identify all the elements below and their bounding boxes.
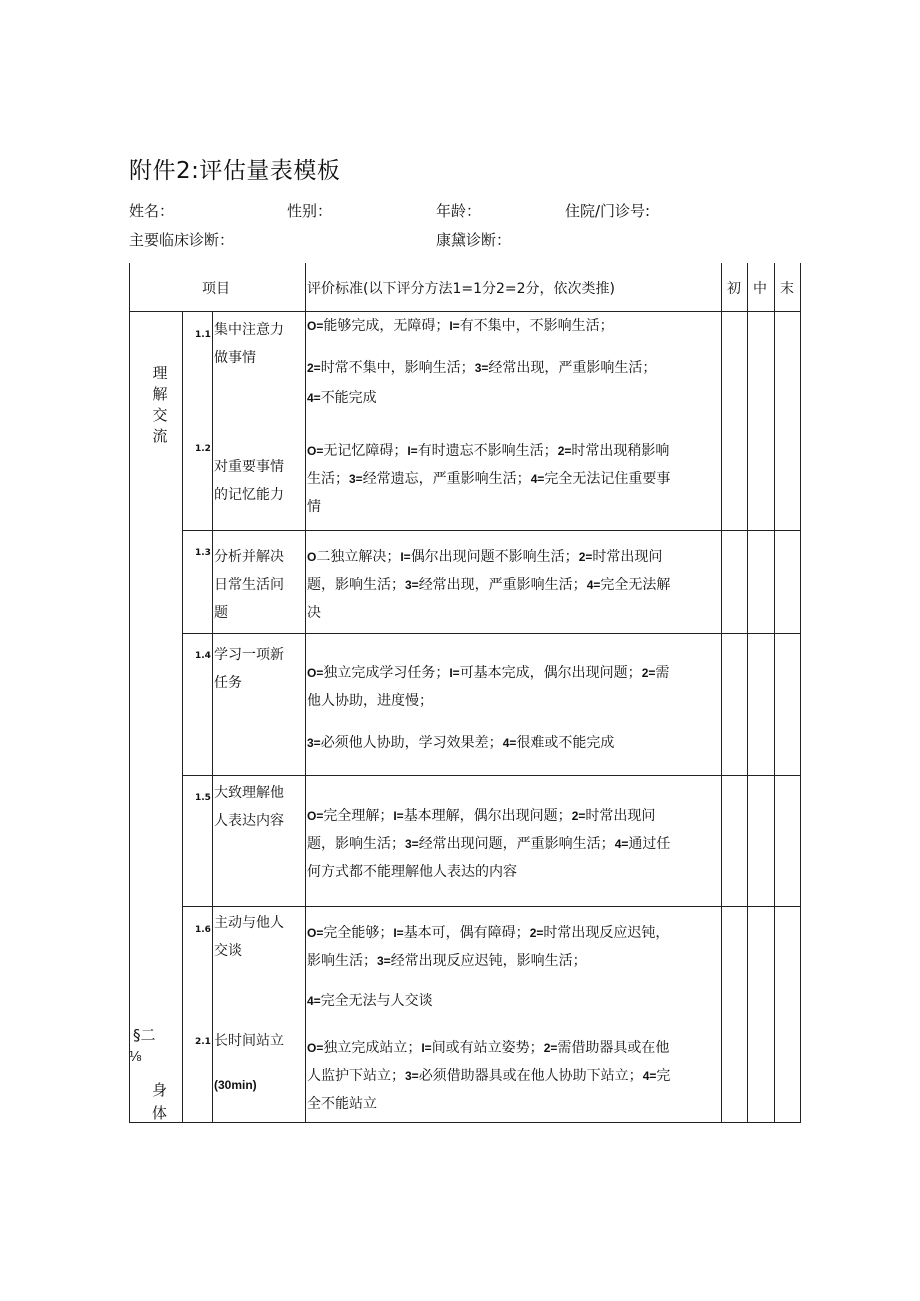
category2-line1: §二 — [133, 1026, 156, 1044]
score-key: 2= — [571, 809, 586, 823]
score-key: O= — [307, 444, 324, 458]
score-desc: 需 — [655, 665, 670, 681]
score-desc: 必须他人协助，学习效果差； — [320, 735, 503, 751]
item-line: 分析并解决 — [214, 549, 284, 565]
score-desc: 人监护下站立； — [307, 1068, 405, 1084]
header-item: 项目 — [202, 281, 230, 297]
score-desc: 不能完成 — [320, 390, 377, 406]
score-desc: 他人协助，进度慢； — [307, 693, 433, 709]
score-desc: 偶尔出现问题不影响生活； — [410, 549, 579, 565]
score-desc: 时常出现问 — [585, 808, 656, 824]
score-key: 3= — [405, 837, 419, 851]
item-line: 大致理解他 — [214, 785, 284, 801]
criteria-text — [307, 1034, 717, 1118]
item-line: 的记忆能力 — [214, 487, 284, 503]
row-number: 1.5 — [195, 793, 211, 803]
criteria-text — [307, 802, 717, 886]
age-label: 年龄： — [436, 202, 482, 220]
category2-line4: 体 — [152, 1104, 168, 1122]
criteria-text — [307, 312, 717, 412]
score-key: 2= — [557, 444, 572, 458]
criteria-text — [307, 437, 717, 521]
item-label — [214, 543, 284, 627]
item-line: 对重要事情 — [214, 459, 284, 475]
score-desc: 时常出现问 — [592, 549, 663, 565]
score-desc: 二独立解决； — [316, 549, 401, 565]
page-title: 附件2:评估量表模板 — [129, 158, 341, 184]
score-desc: 基本理解，偶尔出现问题； — [403, 808, 572, 824]
score-desc: 经常遗忘，严重影响生活； — [362, 471, 531, 487]
score-desc: 间或有站立姿势； — [431, 1040, 544, 1056]
item-label — [214, 641, 284, 697]
score-desc: 影响生活； — [307, 953, 377, 969]
score-key: O= — [307, 1041, 324, 1055]
score-desc: 经常出现问题，严重影响生活； — [418, 836, 615, 852]
score-desc: 时常出现稍影响 — [571, 443, 670, 459]
category-understanding-communication — [150, 363, 170, 447]
item-line: 学习一项新 — [214, 647, 284, 663]
score-desc: 完全无法解 — [600, 577, 671, 593]
score-desc: 时常不集中，影响生活； — [320, 360, 475, 376]
score-desc: 生活； — [307, 471, 349, 487]
item-label — [214, 316, 284, 372]
rehab-diagnosis-label: 康黛诊断： — [436, 231, 512, 249]
score-key: I= — [449, 319, 460, 333]
score-desc: 很难或不能完成 — [516, 735, 615, 751]
score-key: I= — [421, 1041, 432, 1055]
item-line: 交谈 — [214, 943, 242, 959]
row-number: 1.2 — [195, 444, 211, 454]
name-label: 姓名： — [129, 202, 175, 220]
score-key: I= — [393, 809, 404, 823]
score-key: O= — [307, 926, 324, 940]
score-key: 4= — [530, 472, 545, 486]
item-line: 主动与他人 — [214, 915, 284, 931]
item-line: 人表达内容 — [214, 813, 284, 829]
score-key: 3= — [474, 361, 489, 375]
score-desc: 题，影响生活； — [307, 836, 405, 852]
item-line: 长时间站立 — [214, 1033, 284, 1049]
item-line: 做事情 — [214, 350, 256, 366]
item-label — [214, 1027, 284, 1099]
item-line: 集中注意力 — [214, 322, 284, 338]
score-desc: 需借助器具或在他 — [557, 1040, 670, 1056]
score-key: 4= — [307, 994, 321, 1008]
score-desc: 独立完成站立； — [323, 1040, 422, 1056]
score-desc: 完全无法与人交谈 — [320, 993, 433, 1009]
score-desc: 经常出现，严重影响生活； — [488, 360, 657, 376]
category-char: 理 — [152, 364, 168, 382]
score-key: 4= — [502, 736, 517, 750]
score-desc: 决 — [307, 605, 321, 621]
score-desc: 有时遗忘不影响生活； — [417, 443, 558, 459]
category2-line3: 身 — [152, 1081, 168, 1099]
header-final: 末 — [780, 281, 794, 297]
clinical-diagnosis-label: 主要临床诊断： — [129, 231, 235, 249]
category-char: 解 — [152, 385, 168, 403]
score-key: 3= — [405, 1069, 419, 1083]
criteria-text — [307, 543, 717, 627]
score-desc: 必须借助器具或在他人协助下站立； — [418, 1068, 643, 1084]
score-key: O= — [307, 666, 324, 680]
score-key: 3= — [307, 736, 321, 750]
item-label — [214, 779, 284, 835]
score-desc: 完 — [656, 1068, 671, 1084]
row-number: 1.6 — [195, 925, 211, 935]
score-key: O — [307, 550, 317, 564]
score-desc: 经常出现反应迟钝，影响生活； — [390, 953, 587, 969]
score-desc: 可基本完成，偶尔出现问题； — [459, 665, 642, 681]
item-line: 题 — [214, 605, 228, 621]
score-desc: 全不能站立 — [307, 1096, 377, 1112]
score-key: O= — [307, 809, 324, 823]
item-line: 日常生活问 — [214, 577, 284, 593]
score-desc: 情 — [307, 499, 321, 515]
score-desc: 经常出现，严重影响生活； — [418, 577, 587, 593]
score-key: 4= — [586, 578, 601, 592]
header-initial: 初 — [727, 281, 741, 297]
hospital-number-label: 住院/门诊号: — [565, 202, 651, 220]
score-desc: 完全理解； — [323, 808, 394, 824]
category2-line2: ⅛ — [129, 1050, 142, 1065]
row-number: 1.4 — [195, 651, 211, 661]
score-key: 2= — [307, 361, 321, 375]
score-key: 3= — [405, 578, 419, 592]
gender-label: 性别： — [287, 202, 333, 220]
score-desc: 题，影响生活； — [307, 577, 405, 593]
score-key: 4= — [307, 391, 321, 405]
score-desc: 能够完成，无障碍； — [323, 318, 450, 334]
score-desc: 完全能够； — [323, 925, 394, 941]
category-char: 交 — [152, 406, 168, 424]
criteria-text — [307, 659, 717, 757]
score-desc: 无记忆障碍； — [323, 443, 408, 459]
score-key: O= — [307, 319, 324, 333]
score-desc: 基本可，偶有障碍； — [403, 925, 530, 941]
score-desc: 完全无法记住重要事 — [544, 471, 671, 487]
score-key: I= — [393, 926, 404, 940]
header-criteria: 评价标准(以下评分方法1=1分2=2分，依次类推) — [307, 281, 616, 297]
score-key: 3= — [377, 954, 391, 968]
item-line: 任务 — [214, 675, 242, 691]
score-key: 3= — [349, 472, 363, 486]
score-key: I= — [449, 666, 460, 680]
score-key: 2= — [578, 550, 593, 564]
score-key: I= — [400, 550, 411, 564]
score-key: 2= — [529, 926, 544, 940]
criteria-text — [307, 919, 717, 1015]
score-desc: 何方式都不能理解他人表达的内容 — [307, 864, 517, 880]
row-number: 1.1 — [195, 330, 211, 340]
item-label — [214, 909, 284, 965]
score-key: 2= — [641, 666, 656, 680]
score-key: 4= — [642, 1069, 657, 1083]
score-desc: 有不集中，不影响生活； — [459, 318, 614, 334]
score-desc: 通过任 — [628, 836, 671, 852]
row-number: 2.1 — [195, 1037, 211, 1047]
score-key: 4= — [614, 837, 629, 851]
header-middle: 中 — [753, 281, 767, 297]
score-desc: 独立完成学习任务； — [323, 665, 450, 681]
score-key: 2= — [543, 1041, 558, 1055]
item-line: (30min) — [214, 1078, 257, 1092]
row-number: 1.3 — [195, 548, 211, 558]
score-key: I= — [407, 444, 418, 458]
category-char: 流 — [152, 427, 168, 445]
item-label — [214, 453, 284, 509]
score-desc: 时常出现反应迟钝， — [543, 925, 670, 941]
